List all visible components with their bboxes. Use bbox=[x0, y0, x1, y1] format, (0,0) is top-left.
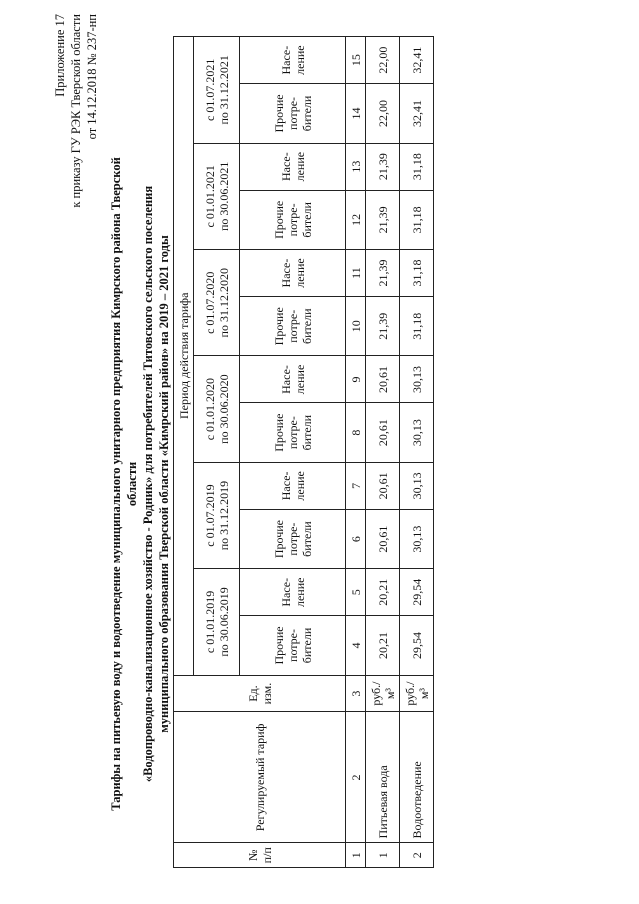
value-cell: 20,21 bbox=[366, 569, 400, 616]
sub-header-population: Насе-ление bbox=[240, 356, 346, 403]
value-cell: 21,39 bbox=[366, 143, 400, 190]
sub-header-other: Прочие потре-бители bbox=[240, 84, 346, 143]
tariff-table bbox=[173, 36, 434, 868]
value-cell: 30,13 bbox=[400, 462, 434, 509]
value-cell: 20,61 bbox=[366, 509, 400, 568]
header-row-1 bbox=[174, 37, 194, 868]
value-cell: 30,13 bbox=[400, 403, 434, 462]
value-cell: 20,61 bbox=[366, 403, 400, 462]
value-cell: 21,39 bbox=[366, 297, 400, 356]
title-line-3: муниципального образования Тверской области «Кимрский район» на 2019 – 2021 годы bbox=[157, 235, 171, 733]
sub-header-population: Насе-ление bbox=[240, 462, 346, 509]
title-line-1: Тарифы на питьевую воду и водоотведение муниципального унитарного предприятия Кимрского района Тверской области bbox=[109, 157, 139, 811]
order-date: от 14.12.2018 № 237-нп bbox=[85, 14, 99, 140]
sub-header-other: Прочие потре-бители bbox=[240, 403, 346, 462]
period-cell: с 01.07.2021 по 31.12.2021 bbox=[194, 37, 240, 144]
sub-header-population: Насе-ление bbox=[240, 37, 346, 84]
table-row bbox=[400, 37, 434, 868]
value-cell: 31,18 bbox=[400, 297, 434, 356]
col-header-tariff: Регулируемый тариф bbox=[174, 712, 346, 843]
period-cell: с 01.07.2020 по 31.12.2020 bbox=[194, 250, 240, 356]
sub-header-other: Прочие потре-бители bbox=[240, 190, 346, 249]
period-cell: с 01.01.2020 по 30.06.2020 bbox=[194, 356, 240, 462]
sub-header-other: Прочие потре-бители bbox=[240, 509, 346, 568]
order-reference: к приказу ГУ РЭК Тверской области bbox=[69, 14, 83, 208]
value-cell: 30,13 bbox=[400, 356, 434, 403]
period-header: Период действия тарифа bbox=[174, 37, 194, 676]
value-cell: 31,18 bbox=[400, 250, 434, 297]
value-cell: 29,54 bbox=[400, 569, 434, 616]
value-cell: 32,41 bbox=[400, 37, 434, 84]
period-cell: с 01.01.2021 по 30.06.2021 bbox=[194, 143, 240, 249]
column-number-row: 1 2 3 4 5 6 7 8 9 10 11 12 13 14 15 bbox=[346, 37, 366, 868]
unit-cell: руб./м³ bbox=[400, 675, 434, 712]
value-cell: 22,00 bbox=[366, 37, 400, 84]
col-header-unit: Ед. изм. bbox=[174, 675, 346, 712]
row-number: 2 bbox=[400, 843, 434, 868]
period-cell: с 01.01.2019 по 30.06.2019 bbox=[194, 569, 240, 675]
table-row bbox=[366, 37, 400, 868]
sub-header-population: Насе-ление bbox=[240, 250, 346, 297]
tariff-name: Питьевая вода bbox=[366, 712, 400, 843]
unit-cell: руб./м³ bbox=[366, 675, 400, 712]
value-cell: 31,18 bbox=[400, 143, 434, 190]
title-line-2: «Водопроводно-канализационное хозяйство - Родник» для потребителей Титовского сельского поселения bbox=[141, 185, 155, 783]
value-cell: 21,39 bbox=[366, 250, 400, 297]
period-cell: с 01.07.2019 по 31.12.2019 bbox=[194, 462, 240, 568]
col-header-no: № п/п bbox=[174, 843, 346, 868]
document-title bbox=[108, 134, 172, 834]
tariff-name: Водоотведение bbox=[400, 712, 434, 843]
row-number: 1 bbox=[366, 843, 400, 868]
sub-header-population: Насе-ление bbox=[240, 569, 346, 616]
appendix-header bbox=[52, 14, 100, 344]
sub-header-population: Насе-ление bbox=[240, 143, 346, 190]
sub-header-other: Прочие потре-бители bbox=[240, 297, 346, 356]
value-cell: 31,18 bbox=[400, 190, 434, 249]
table-body bbox=[174, 37, 434, 868]
value-cell: 22,00 bbox=[366, 84, 400, 143]
value-cell: 21,39 bbox=[366, 190, 400, 249]
sub-header-other: Прочие потре-бители bbox=[240, 616, 346, 675]
value-cell: 20,21 bbox=[366, 616, 400, 675]
value-cell: 20,61 bbox=[366, 462, 400, 509]
value-cell: 32,41 bbox=[400, 84, 434, 143]
value-cell: 30,13 bbox=[400, 509, 434, 568]
value-cell: 20,61 bbox=[366, 356, 400, 403]
appendix-number: Приложение 17 bbox=[53, 14, 67, 97]
value-cell: 29,54 bbox=[400, 616, 434, 675]
